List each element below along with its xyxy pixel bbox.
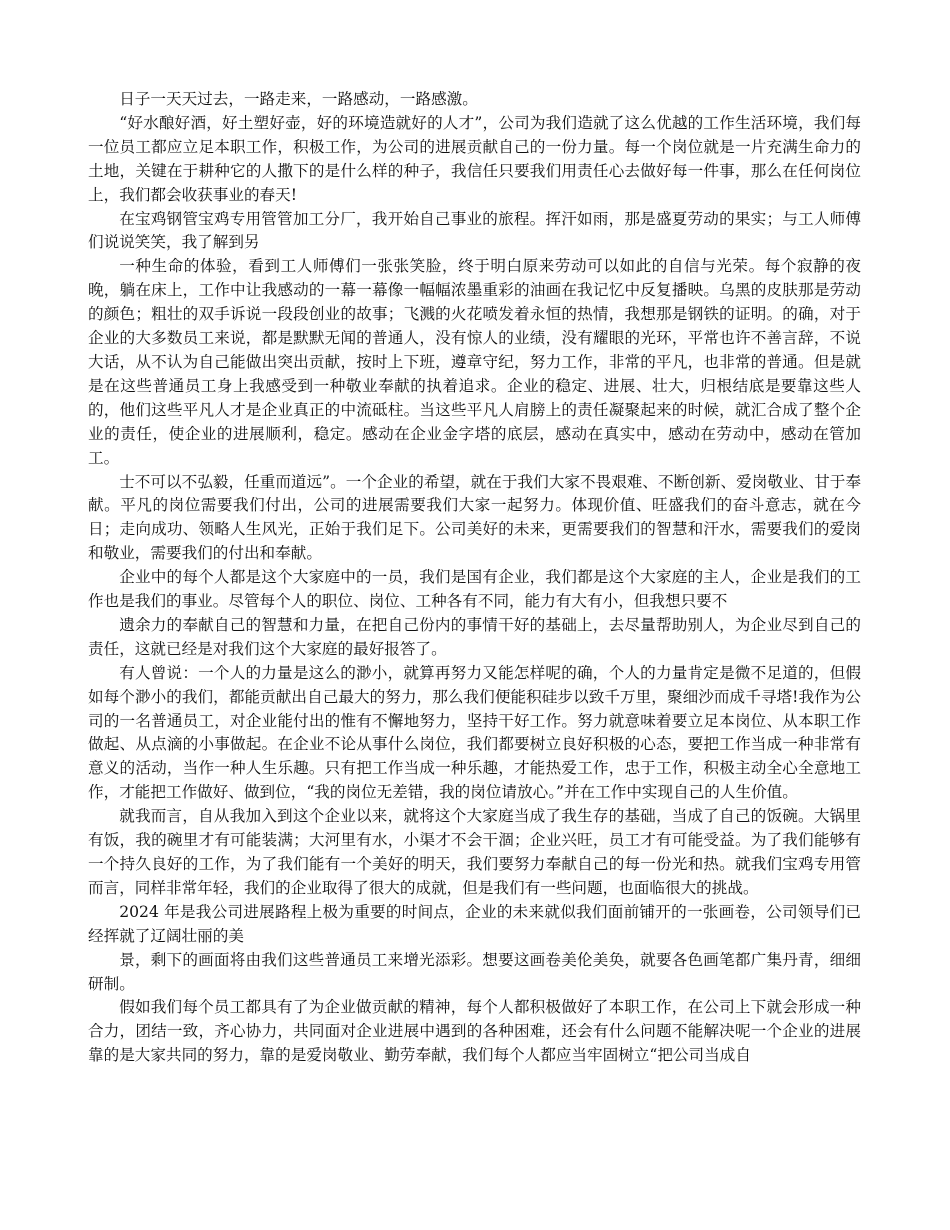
paragraph-2: “好水酿好酒，好土塑好壶，好的环境造就好的人才”，公司为我们造就了这么优越的工作生活环境，我们每一位员工都应立足本职工作，积极工作，为公司的进展贡献自己的一份力量。每一个岗位就是一片充满生命力的土地，关键在于耕种它的人撒下的是什么样的种子，我信任只要我们用责任心去做好每一件事，那么在任何岗位上，我们都会收获事业的春天! — [88, 113, 861, 204]
paragraph-9: 就我而言，自从我加入到这个企业以来，就将这个大家庭当成了我生存的基础，当成了自己的饭碗。大锅里有饭，我的碗里才有可能装满；大河里有水，小渠才不会干涸；企业兴旺，员工才有可能受益。为了我们能够有一个持久良好的工作，为了我们能有一个美好的明天，我们要努力奉献自己的每一份光和热。就我们宝鸡专用管而言，同样非常年轻，我们的企业取得了很大的成就，但是我们有一些问题，也面临很大的挑战。 — [88, 807, 861, 897]
paragraph-7: 遗余力的奉献自己的智慧和力量，在把自己份内的事情干好的基础上，去尽量帮助别人，为企业尽到自己的责任，这就已经是对我们这个大家庭的最好报答了。 — [88, 615, 861, 658]
paragraph-4: 一种生命的体验，看到工人师傅们一张张笑脸，终于明白原来劳动可以如此的自信与光荣。每个寂静的夜晚，躺在床上，工作中让我感动的一幕一幕像一幅幅浓墨重彩的油画在我记忆中反复播映。乌黑的皮肤那是劳动的颜色；粗壮的双手诉说一段段创业的故事；飞溅的火花喷发着永恒的热情，我想那是钢铁的证明。的确，对于企业的大多数员工来说，都是默默无闻的普通人，没有惊人的业绩，没有耀眼的光环，平常也许不善言辞，不说大话，从不认为自己能做出突出贡献，按时上下班，遵章守纪，努力工作，非常的平凡，也非常的普通。但是就是在这些普通员工身上我感受到一种敬业奉献的执着追求。企业的稳定、进展、壮大，归根结底是要靠这些人的，他们这些平凡人才是企业真正的中流砥柱。当这些平凡人肩膀上的责任凝聚起来的时候，就汇合成了整个企业的责任，使企业的进展顺利，稳定。感动在企业金字塔的底层，感动在真实中，感动在劳动中，感动在管加工。 — [88, 257, 861, 467]
paragraph-5: 士不可以不弘毅，任重而道远”。一个企业的希望，就在于我们大家不畏艰难、不断创新、爱岗敬业、甘于奉献。平凡的岗位需要我们付出，公司的进展需要我们大家一起努力。体现价值、旺盛我们的奋斗意志，就在今日；走向成功、领略人生风光，正始于我们足下。公司美好的未来，更需要我们的智慧和汗水，需要我们的爱岗和敬业，需要我们的付出和奉献。 — [88, 472, 861, 563]
paragraph-8: 有人曾说：一个人的力量是这么的渺小，就算再努力又能怎样呢的确，个人的力量肯定是微不足道的，但假如每个渺小的我们，都能贡献出自己最大的努力，那么我们便能积硅步以致千万里，聚细沙而成千寻塔!我作为公司的一名普通员工，对企业能付出的惟有不懈地努力，坚持干好工作。努力就意味着要立足本岗位、从本职工作做起、从点滴的小事做起。在企业不论从事什么岗位，我们都要树立良好积极的心态，要把工作当成一种非常有意义的活动，当作一种人生乐趣。只有把工作当成一种乐趣，才能热爱工作，忠于工作，积极主动全心全意地工作，才能把工作做好、做到位，“我的岗位无差错，我的岗位请放心。”并在工作中实现自己的人生价值。 — [88, 663, 861, 802]
paragraph-12: 假如我们每个员工都具有了为企业做贡献的精神，每个人都积极做好了本职工作，在公司上下就会形成一种合力，团结一致，齐心协力，共同面对企业进展中遇到的各种困难，还会有什么问题不能解决呢一个企业的进展靠的是大家共同的努力，靠的是爱岗敬业、勤劳奉献，我们每个人都应当牢固树立“把公司当成自 — [88, 998, 861, 1065]
paragraph-11: 景，剩下的画面将由我们这些普通员工来增光添彩。想要这画卷美伦美奂，就要各色画笔都广集丹青，细细研制。 — [88, 950, 861, 993]
paragraph-1: 日子一天天过去，一路走来，一路感动，一路感激。 — [119, 90, 478, 108]
paragraph-3: 在宝鸡钢管宝鸡专用管管加工分厂，我开始自己事业的旅程。挥汗如雨，那是盛夏劳动的果实；与工人师傅们说说笑笑，我了解到另 — [88, 209, 861, 252]
paragraph-6: 企业中的每个人都是这个大家庭中的一员，我们是国有企业，我们都是这个大家庭的主人，企业是我们的工作也是我们的事业。尽管每个人的职位、岗位、工种各有不同，能力有大有小，但我想只要不 — [88, 568, 861, 611]
document-body — [88, 88, 861, 1068]
paragraph-10: 2024 年是我公司进展路程上极为重要的时间点，企业的未来就似我们面前铺开的一张画卷，公司领导们已经挥就了辽阔壮丽的美 — [88, 902, 861, 945]
